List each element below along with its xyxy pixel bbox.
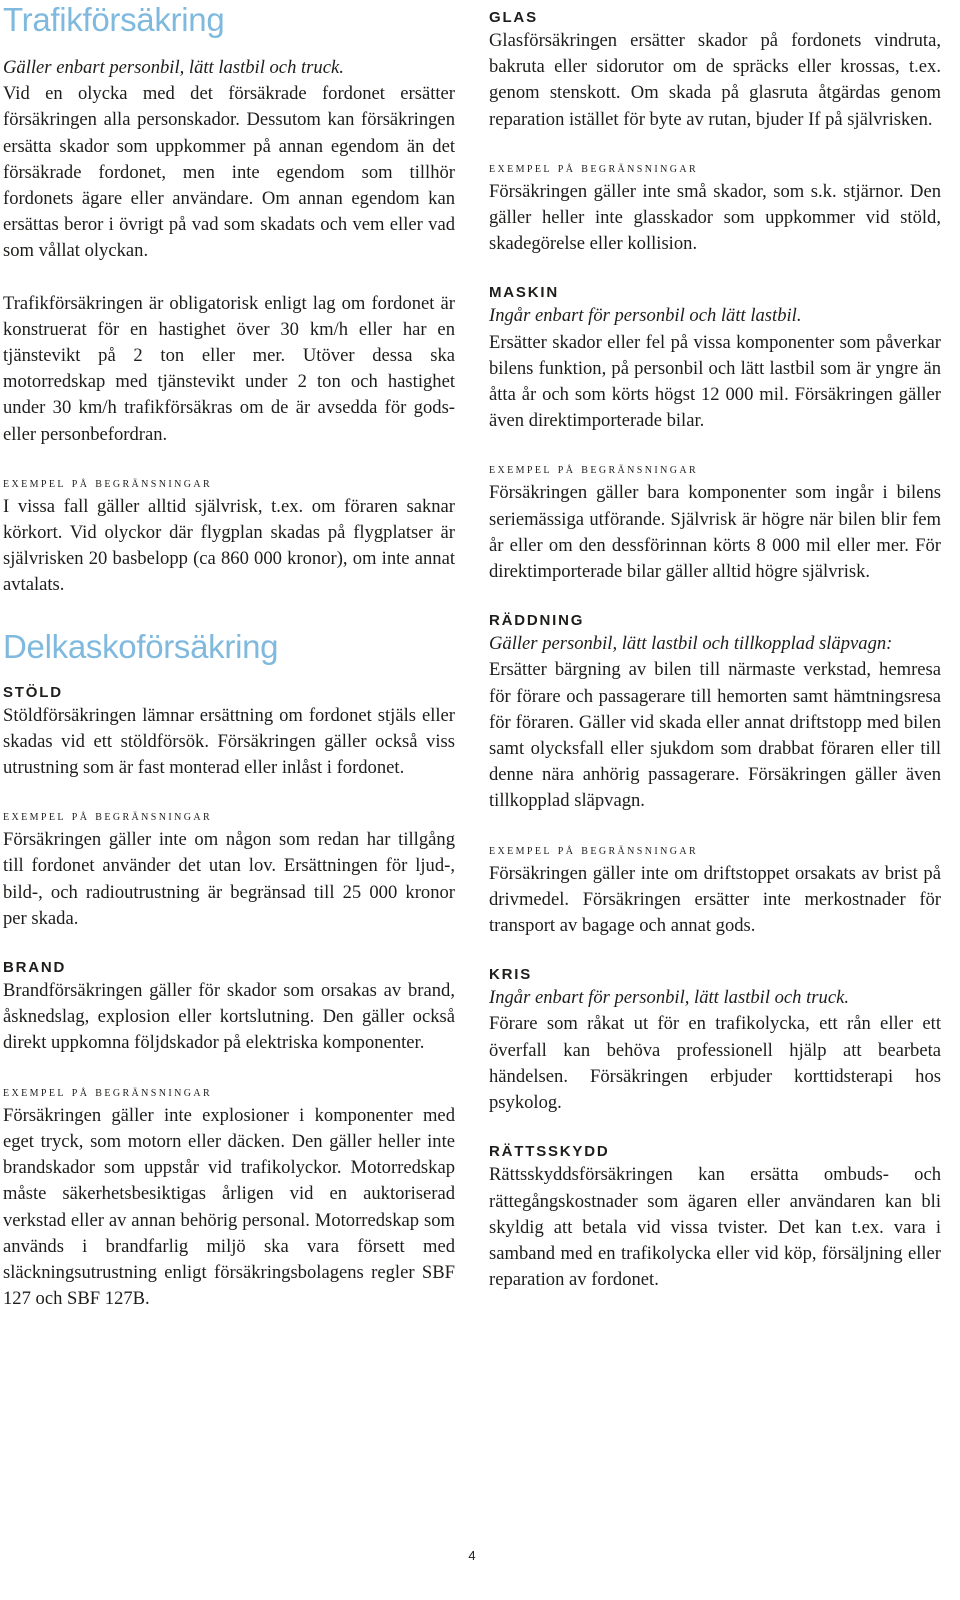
section-brand: [3, 958, 455, 1312]
trafik-paragraph-1: Vid en olycka med det försäkrade fordonet ersätter försäkringen alla personskador. Dessutom kan försäkringen ersätta skador som uppkommer på annan egendom än det försäkrade fordonet, men inte egendom som tillhör fordonets ägare eller användare. Om annan egendom kan ersättas beror i övrigt på vad som skadats och vem eller vad som vållat olyckan.: [3, 83, 455, 262]
trafik-paragraph-2: Trafikförsäkringen är obligatorisk enligt lag om fordonet är konstruerat för en hastighet över 30 km/h eller har en tjänstevikt på 2 ton eller mer. Utöver dessa ska motorredskap med tjänstevikt under 2 ton och hastighet under 30 km/h trafikförsäkras om de är avsedda för gods- eller personbefordran.: [3, 292, 455, 445]
stold-heading: STÖLD: [3, 683, 63, 701]
brand-limitations-label: exempel på begränsningar: [3, 1084, 213, 1100]
glas-limitations-label: exempel på begränsningar: [489, 160, 699, 176]
raddning-scope: Gäller personbil, lätt lastbil och tillkopplad släpvagn:: [489, 633, 893, 655]
maskin-scope: Ingår enbart för personbil och lätt lastbil.: [489, 305, 802, 327]
raddning-text: Ersätter bärgning av bilen till närmaste verkstad, hemresa för förare och passagerare till hemorten samt hämtningsresa för föraren. Gäller vid skada eller annat driftstopp med bilen samt olycksfall eller sjukdom som drabbat föraren eller till denne nära anhörig passagerare. Försäkringen gäller även tillkopplad släpvagn.: [489, 659, 941, 812]
section-maskin: [489, 283, 941, 585]
stold-limitations-text: Försäkringen gäller inte om någon som redan har tillgång till fordonet använder det utan lov. Ersättningen för ljud-, bild-, och radioutrustning är begränsad till 25 000 kronor per skada.: [3, 829, 455, 929]
page-number: 4: [468, 1548, 476, 1563]
maskin-limitations-text: Försäkringen gäller bara komponenter som ingår i bilens seriemässiga utförande. Självrisk är högre när bilen blir fem år eller om den dessförinnan körts 8 000 mil eller mer. För direktimporterade bilar gäller alltid högre självrisk.: [489, 482, 941, 583]
section-trafikforsakring: [3, 0, 455, 599]
kris-heading: KRIS: [489, 966, 533, 984]
right-column: [489, 0, 941, 1293]
trafik-limitations-text: I vissa fall gäller alltid självrisk, t.ex. om föraren saknar körkort. Vid olyckor där flygplan skadas på flygplatser är självrisken 20 basbelopp (ca 860 000 kronor), om inte annat avtalats.: [3, 495, 455, 596]
raddning-limitations-text: Försäkringen gäller inte om driftstoppet orsakats av brist på drivmedel. Försäkringen ersätter inte merkostnader för transport av bagage och annat gods.: [489, 862, 941, 937]
kris-text: Förare som råkat ut för en trafikolycka, ett rån eller ett överfall kan behöva professionell hjälp att bearbeta händelsen. Försäkringen erbjuder korttidsterapi hos psykolog.: [489, 1013, 941, 1114]
brand-text: Brandförsäkringen gäller för skador som orsakas av brand, åsknedslag, explosion eller kortslutning. Den gäller också direkt uppkomna följdskador på elektriska komponenter.: [3, 980, 455, 1054]
rattsskydd-heading: RÄTTSSKYDD: [489, 1143, 610, 1161]
left-column: [3, 0, 455, 1312]
glas-limitations-text: Försäkringen gäller inte små skador, som s.k. stjärnor. Den gäller heller inte glasskador som uppkommer vid stöld, skadegörelse eller kollision.: [489, 180, 941, 255]
kris-scope: Ingår enbart för personbil, lätt lastbil och truck.: [489, 987, 849, 1009]
section-kris: [489, 965, 941, 1116]
section-glas: [489, 8, 941, 257]
trafik-scope: Gäller enbart personbil, lätt lastbil och truck.: [3, 57, 344, 78]
stold-limitations-label: exempel på begränsningar: [3, 809, 213, 825]
section-rattsskydd: [489, 1142, 941, 1293]
glas-text: Glasförsäkringen ersätter skador på fordonets vindruta, bakruta eller sidorutor om de spräcks eller krossas, t.ex. genom stenskott. Om skada på glasruta åtgärdas genom reparation istället för byte av rutan, bjuder If på självrisken.: [489, 30, 941, 130]
brand-limitations-text: Försäkringen gäller inte explosioner i komponenter med eget tryck, som motorn eller däcken. Den gäller heller inte brandskador som uppstår vid trafikolyckor. Motorredskap måste säkerhetsbesiktigas årligen vid en auktoriserad verkstad eller av annan behörig personal. Motorredskap som används i brandfarlig miljö ska vara försett med släckningsutrustning enligt försäkringsbolagens regler SBF 127 och SBF 127B.: [3, 1104, 455, 1310]
stold-text: Stöldförsäkringen lämnar ersättning om fordonet stjäls eller skadas vid ett stöldförsök. Försäkringen gäller också viss utrustning som är fast monterad eller inlåst i fordonet.: [3, 704, 455, 779]
trafik-limitations-label: exempel på begränsningar: [3, 475, 213, 491]
maskin-limitations-label: exempel på begränsningar: [489, 462, 699, 478]
trafik-title: Trafikförsäkring: [3, 1, 225, 38]
rattsskydd-text: Rättsskyddsförsäkringen kan ersätta ombuds- och rättegångskostnader som ägaren eller användaren kan bli skyldig att betala vid vissa tvister. Det kan t.ex. vara i samband med en trafikolycka eller vid köp, försäljning eller reparation av fordonet.: [489, 1164, 941, 1291]
brand-heading: BRAND: [3, 959, 67, 977]
maskin-heading: MASKIN: [489, 284, 559, 302]
raddning-limitations-label: exempel på begränsningar: [489, 842, 699, 858]
delkasko-title: Delkaskoförsäkring: [3, 627, 279, 665]
maskin-text: Ersätter skador eller fel på vissa komponenter som påverkar bilens funktion, på personbil och lätt lastbil som är yngre än åtta år och som körts högst 12 000 mil. Försäkringen gäller även direktimporterade bilar.: [489, 331, 941, 432]
section-raddning: [489, 611, 941, 939]
raddning-heading: RÄDDNING: [489, 612, 585, 630]
glas-heading: GLAS: [489, 9, 538, 26]
section-stold: [3, 683, 455, 932]
